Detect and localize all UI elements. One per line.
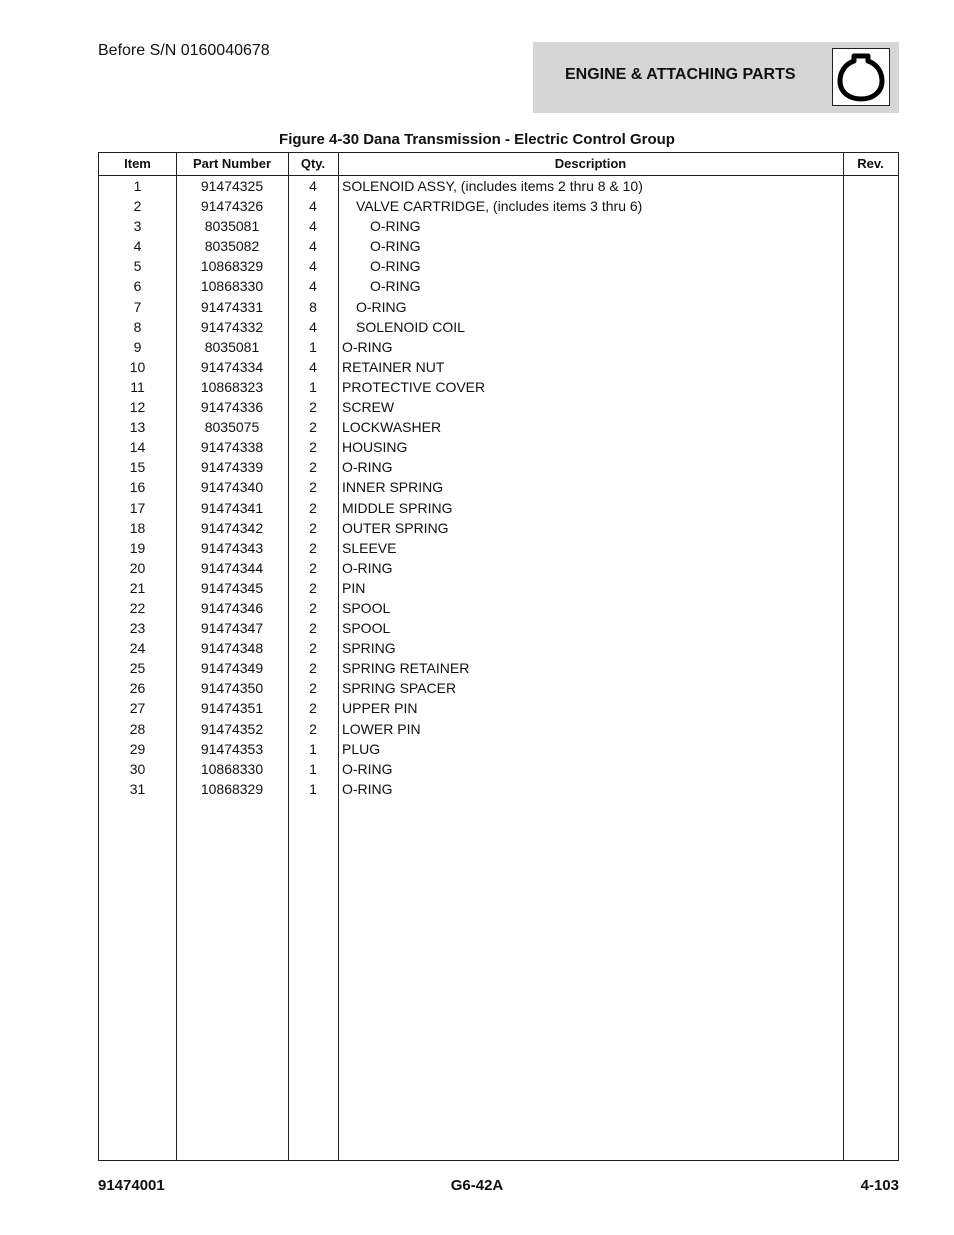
- description-cell: LOCKWASHER: [342, 419, 442, 436]
- qty-cell: 2: [309, 439, 317, 456]
- part-number-cell: 91474340: [200, 479, 264, 496]
- parts-table: [98, 152, 899, 1161]
- item-cell: 28: [129, 720, 146, 737]
- table-row: [99, 638, 898, 658]
- item-cell: 25: [129, 660, 146, 677]
- table-row: [99, 176, 898, 196]
- description-cell: MIDDLE SPRING: [342, 499, 453, 516]
- description-cell: O-RING: [342, 780, 393, 797]
- table-row: [99, 618, 898, 638]
- part-number-cell: 8035081: [204, 338, 260, 355]
- table-row: [99, 236, 898, 256]
- description-cell: SPRING SPACER: [342, 680, 457, 697]
- page-number: 4-103: [860, 1177, 899, 1194]
- engine-icon: [832, 48, 890, 106]
- part-number-cell: 91474352: [200, 720, 264, 737]
- description-cell: HOUSING: [342, 439, 408, 456]
- item-cell: 31: [129, 780, 146, 797]
- table-row: [99, 377, 898, 397]
- qty-cell: 2: [309, 599, 317, 616]
- part-number-cell: 91474353: [200, 740, 264, 757]
- table-row: [99, 779, 898, 799]
- qty-cell: 4: [309, 278, 317, 295]
- table-row: [99, 598, 898, 618]
- item-cell: 18: [129, 519, 146, 536]
- description-cell: SPRING: [342, 640, 396, 657]
- part-number-cell: 10868329: [200, 780, 264, 797]
- item-cell: 3: [133, 218, 142, 235]
- qty-cell: 2: [309, 640, 317, 657]
- description-cell: PLUG: [342, 740, 381, 757]
- description-cell: PIN: [342, 579, 366, 596]
- part-number-cell: 91474346: [200, 599, 264, 616]
- footer-part-number: 91474001: [98, 1177, 165, 1194]
- table-row: [99, 719, 898, 739]
- qty-cell: 1: [309, 780, 317, 797]
- description-cell: O-RING: [356, 298, 407, 315]
- qty-cell: 2: [309, 579, 317, 596]
- part-number-cell: 91474334: [200, 358, 264, 375]
- qty-cell: 2: [309, 700, 317, 717]
- table-row: [99, 417, 898, 437]
- item-cell: 17: [129, 499, 146, 516]
- serial-note: Before S/N 0160040678: [98, 42, 270, 59]
- part-number-cell: 91474332: [200, 318, 264, 335]
- table-row: [99, 276, 898, 296]
- qty-cell: 4: [309, 218, 317, 235]
- qty-cell: 1: [309, 338, 317, 355]
- item-cell: 14: [129, 439, 146, 456]
- table-row: [99, 658, 898, 678]
- item-cell: 7: [133, 298, 142, 315]
- table-row: [99, 216, 898, 236]
- item-cell: 13: [129, 419, 146, 436]
- table-row: [99, 357, 898, 377]
- table-row: [99, 518, 898, 538]
- table-row: [99, 256, 898, 276]
- part-number-cell: 91474338: [200, 439, 264, 456]
- description-cell: O-RING: [342, 338, 393, 355]
- qty-cell: 1: [309, 740, 317, 757]
- description-cell: INNER SPRING: [342, 479, 444, 496]
- section-header: [533, 42, 899, 113]
- qty-cell: 2: [309, 620, 317, 637]
- header-qty: Qty.: [300, 156, 326, 171]
- part-number-cell: 91474350: [200, 680, 264, 697]
- item-cell: 16: [129, 479, 146, 496]
- part-number-cell: 91474336: [200, 399, 264, 416]
- part-number-cell: 91474345: [200, 579, 264, 596]
- part-number-cell: 91474347: [200, 620, 264, 637]
- description-cell: O-RING: [342, 760, 393, 777]
- item-cell: 12: [129, 399, 146, 416]
- description-cell: SPOOL: [342, 620, 391, 637]
- part-number-cell: 91474339: [200, 459, 264, 476]
- description-cell: O-RING: [370, 258, 421, 275]
- qty-cell: 2: [309, 419, 317, 436]
- item-cell: 5: [133, 258, 142, 275]
- qty-cell: 1: [309, 760, 317, 777]
- item-cell: 6: [133, 278, 142, 295]
- qty-cell: 4: [309, 238, 317, 255]
- qty-cell: 2: [309, 559, 317, 576]
- table-row: [99, 698, 898, 718]
- item-cell: 21: [129, 579, 146, 596]
- part-number-cell: 91474351: [200, 700, 264, 717]
- description-cell: O-RING: [370, 238, 421, 255]
- table-row: [99, 578, 898, 598]
- description-cell: VALVE CARTRIDGE, (includes items 3 thru 6): [356, 198, 643, 215]
- description-cell: O-RING: [342, 559, 393, 576]
- item-cell: 20: [129, 559, 146, 576]
- table-row: [99, 498, 898, 518]
- item-cell: 8: [133, 318, 142, 335]
- figure-title: Figure 4-30 Dana Transmission - Electric Control Group: [279, 131, 675, 148]
- item-cell: 15: [129, 459, 146, 476]
- qty-cell: 2: [309, 399, 317, 416]
- item-cell: 2: [133, 198, 142, 215]
- description-cell: O-RING: [370, 278, 421, 295]
- item-cell: 11: [130, 378, 145, 395]
- part-number-cell: 91474343: [200, 539, 264, 556]
- table-row: [99, 196, 898, 216]
- table-row: [99, 678, 898, 698]
- item-cell: 22: [129, 599, 146, 616]
- part-number-cell: 8035081: [204, 218, 260, 235]
- description-cell: UPPER PIN: [342, 700, 418, 717]
- description-cell: SPOOL: [342, 599, 391, 616]
- part-number-cell: 8035082: [204, 238, 260, 255]
- qty-cell: 4: [309, 178, 317, 194]
- item-cell: 19: [129, 539, 146, 556]
- part-number-cell: 10868330: [200, 760, 264, 777]
- item-cell: 27: [129, 700, 146, 717]
- qty-cell: 2: [309, 479, 317, 496]
- table-row: [99, 759, 898, 779]
- qty-cell: 2: [309, 720, 317, 737]
- qty-cell: 4: [309, 358, 317, 375]
- part-number-cell: 91474342: [200, 519, 264, 536]
- description-cell: LOWER PIN: [342, 720, 421, 737]
- part-number-cell: 91474349: [200, 660, 264, 677]
- part-number-cell: 91474325: [200, 178, 264, 194]
- item-cell: 23: [129, 620, 146, 637]
- qty-cell: 2: [309, 680, 317, 697]
- part-number-cell: 10868329: [200, 258, 264, 275]
- part-number-cell: 8035075: [204, 419, 260, 436]
- header-part-number: Part Number: [192, 156, 272, 171]
- table-body: [99, 176, 898, 799]
- section-title: ENGINE & ATTACHING PARTS: [565, 66, 796, 83]
- qty-cell: 1: [309, 378, 317, 395]
- item-cell: 1: [133, 178, 142, 194]
- table-row: [99, 558, 898, 578]
- qty-cell: 4: [309, 198, 317, 215]
- part-number-cell: 91474326: [200, 198, 264, 215]
- part-number-cell: 91474348: [200, 640, 264, 657]
- table-row: [99, 538, 898, 558]
- item-cell: 24: [129, 640, 146, 657]
- table-row: [99, 317, 898, 337]
- table-row: [99, 297, 898, 317]
- qty-cell: 2: [309, 519, 317, 536]
- table-row: [99, 397, 898, 417]
- qty-cell: 4: [309, 258, 317, 275]
- description-cell: SLEEVE: [342, 539, 397, 556]
- header-item: Item: [124, 156, 151, 171]
- qty-cell: 2: [309, 539, 317, 556]
- description-cell: O-RING: [370, 218, 421, 235]
- part-number-cell: 10868330: [200, 278, 264, 295]
- description-cell: OUTER SPRING: [342, 519, 449, 536]
- description-cell: SOLENOID COIL: [356, 318, 465, 335]
- description-cell: O-RING: [342, 459, 393, 476]
- description-cell: RETAINER NUT: [342, 358, 445, 375]
- description-cell: SPRING RETAINER: [342, 660, 470, 677]
- item-cell: 30: [129, 760, 146, 777]
- qty-cell: 8: [309, 298, 317, 315]
- item-cell: 26: [129, 680, 146, 697]
- part-number-cell: 10868323: [200, 378, 264, 395]
- item-cell: 10: [129, 358, 146, 375]
- header-description: Description: [554, 156, 627, 171]
- header-rev: Rev.: [857, 156, 884, 171]
- part-number-cell: 91474331: [200, 298, 264, 315]
- description-cell: SOLENOID ASSY, (includes items 2 thru 8 & 10): [342, 178, 643, 194]
- description-cell: PROTECTIVE COVER: [342, 378, 486, 395]
- table-row: [99, 457, 898, 477]
- item-cell: 4: [133, 238, 142, 255]
- part-number-cell: 91474344: [200, 559, 264, 576]
- item-cell: 9: [133, 338, 142, 355]
- qty-cell: 4: [309, 318, 317, 335]
- part-number-cell: 91474341: [200, 499, 264, 516]
- qty-cell: 2: [309, 459, 317, 476]
- table-row: [99, 437, 898, 457]
- item-cell: 29: [129, 740, 146, 757]
- table-row: [99, 337, 898, 357]
- qty-cell: 2: [309, 499, 317, 516]
- footer-model: G6-42A: [450, 1177, 504, 1194]
- table-row: [99, 739, 898, 759]
- description-cell: SCREW: [342, 399, 395, 416]
- table-row: [99, 477, 898, 497]
- qty-cell: 2: [309, 660, 317, 677]
